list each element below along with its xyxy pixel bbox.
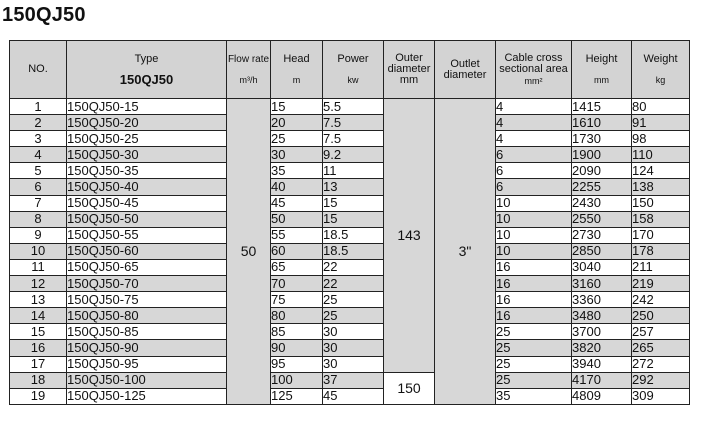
- cell-cable: 10: [496, 195, 572, 211]
- cell-type: 150QJ50-55: [67, 227, 227, 243]
- cell-type: 150QJ50-40: [67, 179, 227, 195]
- cell-weight: 80: [632, 99, 690, 115]
- cell-height: 1610: [572, 115, 632, 131]
- cell-cable: 6: [496, 147, 572, 163]
- cell-no: 19: [10, 388, 67, 404]
- header-power: [323, 41, 384, 99]
- cell-head: 90: [271, 340, 323, 356]
- cell-power: 15: [323, 195, 384, 211]
- cell-head: 95: [271, 356, 323, 372]
- page-title: 150QJ50: [2, 4, 86, 26]
- header-outlet-l1: Outlet: [450, 57, 480, 70]
- cell-cable: 25: [496, 340, 572, 356]
- cell-cable: 4: [496, 115, 572, 131]
- cell-weight: 138: [632, 179, 690, 195]
- cell-weight: 170: [632, 227, 690, 243]
- cell-weight: 257: [632, 324, 690, 340]
- cell-weight: 178: [632, 243, 690, 259]
- cell-no: 10: [10, 243, 67, 259]
- cell-height: 4809: [572, 388, 632, 404]
- header-outer-unit: mm: [399, 74, 419, 86]
- cell-flow-rate: 50: [227, 99, 271, 405]
- cell-height: 2255: [572, 179, 632, 195]
- cell-weight: 124: [632, 163, 690, 179]
- table-row: [10, 163, 690, 179]
- cell-type: 150QJ50-30: [67, 147, 227, 163]
- cell-type: 150QJ50-80: [67, 308, 227, 324]
- cell-weight: 292: [632, 372, 690, 388]
- cell-power: 15: [323, 211, 384, 227]
- cell-height: 1415: [572, 99, 632, 115]
- header-type-model: 150QJ50: [119, 72, 174, 87]
- cell-power: 18.5: [323, 243, 384, 259]
- cell-power: 37: [323, 372, 384, 388]
- header-weight-label: Weight: [643, 52, 678, 65]
- table-body: [10, 99, 690, 405]
- cell-type: 150QJ50-70: [67, 276, 227, 292]
- cell-power: 18.5: [323, 227, 384, 243]
- table-row: [10, 147, 690, 163]
- table-row: [10, 356, 690, 372]
- cell-no: 3: [10, 131, 67, 147]
- header-height-label: Height: [585, 52, 618, 65]
- cell-power: 7.5: [323, 115, 384, 131]
- cell-cable: 16: [496, 259, 572, 275]
- header-flow-unit: m³/h: [239, 74, 258, 85]
- cell-head: 100: [271, 372, 323, 388]
- cell-cable: 4: [496, 99, 572, 115]
- header-cable-l2: sectional area: [499, 62, 568, 75]
- header-flow-label: Flow rate: [227, 53, 270, 65]
- cell-outlet-diameter: 3": [435, 99, 496, 405]
- cell-cable: 6: [496, 179, 572, 195]
- cell-cable: 25: [496, 324, 572, 340]
- cell-head: 40: [271, 179, 323, 195]
- cell-height: 3480: [572, 308, 632, 324]
- cell-outer-diameter: 150: [384, 372, 435, 404]
- cell-type: 150QJ50-85: [67, 324, 227, 340]
- cell-head: 70: [271, 276, 323, 292]
- cell-power: 22: [323, 276, 384, 292]
- cell-weight: 150: [632, 195, 690, 211]
- table-row: [10, 308, 690, 324]
- cell-no: 15: [10, 324, 67, 340]
- cell-power: 7.5: [323, 131, 384, 147]
- cell-height: 3040: [572, 259, 632, 275]
- cell-weight: 98: [632, 131, 690, 147]
- header-cable-area: [496, 41, 572, 99]
- cell-type: 150QJ50-65: [67, 259, 227, 275]
- header-cable-l1: Cable cross: [504, 51, 563, 64]
- cell-no: 6: [10, 179, 67, 195]
- header-head-unit: m: [292, 74, 301, 85]
- header-outer-l1: Outer: [395, 52, 423, 64]
- header-outlet-l2: diameter: [443, 68, 487, 81]
- cell-no: 11: [10, 259, 67, 275]
- cell-weight: 91: [632, 115, 690, 131]
- cell-cable: 4: [496, 131, 572, 147]
- cell-no: 16: [10, 340, 67, 356]
- cell-height: 3700: [572, 324, 632, 340]
- table-row: [10, 131, 690, 147]
- spec-table: [9, 40, 690, 405]
- table-row: [10, 211, 690, 227]
- cell-weight: 211: [632, 259, 690, 275]
- cell-head: 20: [271, 115, 323, 131]
- cell-weight: 110: [632, 147, 690, 163]
- cell-height: 3940: [572, 356, 632, 372]
- cell-cable: 25: [496, 356, 572, 372]
- cell-head: 35: [271, 163, 323, 179]
- cell-height: 3820: [572, 340, 632, 356]
- cell-power: 25: [323, 292, 384, 308]
- cell-height: 2090: [572, 163, 632, 179]
- header-no: NO.: [10, 41, 67, 99]
- cell-weight: 265: [632, 340, 690, 356]
- header-row: [10, 41, 690, 99]
- cell-height: 3160: [572, 276, 632, 292]
- cell-cable: 10: [496, 227, 572, 243]
- header-power-label: Power: [337, 52, 369, 65]
- cell-power: 13: [323, 179, 384, 195]
- cell-no: 1: [10, 99, 67, 115]
- table-row: [10, 179, 690, 195]
- cell-weight: 219: [632, 276, 690, 292]
- header-height: [572, 41, 632, 99]
- cell-weight: 309: [632, 388, 690, 404]
- cell-no: 7: [10, 195, 67, 211]
- table-row: [10, 372, 690, 388]
- header-head: [271, 41, 323, 99]
- cell-cable: 16: [496, 276, 572, 292]
- cell-type: 150QJ50-35: [67, 163, 227, 179]
- table-row: [10, 292, 690, 308]
- header-weight: [632, 41, 690, 99]
- table-row: [10, 99, 690, 115]
- cell-power: 30: [323, 340, 384, 356]
- cell-cable: 35: [496, 388, 572, 404]
- cell-no: 5: [10, 163, 67, 179]
- cell-type: 150QJ50-15: [67, 99, 227, 115]
- cell-no: 8: [10, 211, 67, 227]
- table-row: [10, 227, 690, 243]
- cell-cable: 16: [496, 308, 572, 324]
- table-row: [10, 259, 690, 275]
- cell-height: 1900: [572, 147, 632, 163]
- cell-power: 11: [323, 163, 384, 179]
- cell-weight: 250: [632, 308, 690, 324]
- cell-no: 17: [10, 356, 67, 372]
- cell-type: 150QJ50-125: [67, 388, 227, 404]
- cell-power: 25: [323, 308, 384, 324]
- cell-height: 2730: [572, 227, 632, 243]
- table-row: [10, 324, 690, 340]
- cell-type: 150QJ50-90: [67, 340, 227, 356]
- cell-height: 1730: [572, 131, 632, 147]
- header-type: [67, 41, 227, 99]
- cell-head: 15: [271, 99, 323, 115]
- table-row: [10, 243, 690, 259]
- cell-no: 13: [10, 292, 67, 308]
- cell-head: 125: [271, 388, 323, 404]
- cell-head: 45: [271, 195, 323, 211]
- cell-no: 9: [10, 227, 67, 243]
- table-row: [10, 388, 690, 404]
- cell-cable: 10: [496, 243, 572, 259]
- cell-height: 2430: [572, 195, 632, 211]
- cell-no: 18: [10, 372, 67, 388]
- cell-head: 60: [271, 243, 323, 259]
- cell-outer-diameter: 143: [384, 99, 435, 373]
- cell-height: 2550: [572, 211, 632, 227]
- table-row: [10, 340, 690, 356]
- header-weight-unit: kg: [655, 74, 666, 85]
- cell-head: 80: [271, 308, 323, 324]
- header-outer-diameter: [384, 41, 435, 99]
- cell-power: 9.2: [323, 147, 384, 163]
- cell-cable: 6: [496, 163, 572, 179]
- cell-no: 2: [10, 115, 67, 131]
- header-height-unit: mm: [594, 74, 609, 85]
- cell-type: 150QJ50-20: [67, 115, 227, 131]
- cell-head: 55: [271, 227, 323, 243]
- header-flow-rate: [227, 41, 271, 99]
- cell-power: 30: [323, 356, 384, 372]
- cell-no: 14: [10, 308, 67, 324]
- header-head-label: Head: [283, 52, 310, 65]
- cell-weight: 272: [632, 356, 690, 372]
- cell-type: 150QJ50-100: [67, 372, 227, 388]
- cell-type: 150QJ50-75: [67, 292, 227, 308]
- cell-cable: 16: [496, 292, 572, 308]
- cell-head: 30: [271, 147, 323, 163]
- cell-power: 30: [323, 324, 384, 340]
- cell-height: 4170: [572, 372, 632, 388]
- cell-height: 2850: [572, 243, 632, 259]
- cell-power: 45: [323, 388, 384, 404]
- cell-head: 75: [271, 292, 323, 308]
- cell-head: 65: [271, 259, 323, 275]
- header-outer-l2: diameter: [387, 63, 431, 75]
- header-type-label: Type: [134, 53, 159, 65]
- cell-type: 150QJ50-25: [67, 131, 227, 147]
- cell-weight: 242: [632, 292, 690, 308]
- cell-weight: 158: [632, 211, 690, 227]
- header-power-unit: kw: [347, 74, 359, 85]
- cell-type: 150QJ50-60: [67, 243, 227, 259]
- cell-cable: 10: [496, 211, 572, 227]
- cell-cable: 25: [496, 372, 572, 388]
- cell-head: 85: [271, 324, 323, 340]
- cell-height: 3360: [572, 292, 632, 308]
- table-row: [10, 195, 690, 211]
- table-row: [10, 276, 690, 292]
- cell-power: 22: [323, 259, 384, 275]
- header-cable-unit: mm²: [524, 75, 543, 86]
- cell-power: 5.5: [323, 99, 384, 115]
- cell-type: 150QJ50-50: [67, 211, 227, 227]
- cell-no: 12: [10, 276, 67, 292]
- header-outlet-diameter: [435, 41, 496, 99]
- table-row: [10, 115, 690, 131]
- cell-head: 25: [271, 131, 323, 147]
- cell-head: 50: [271, 211, 323, 227]
- cell-no: 4: [10, 147, 67, 163]
- cell-type: 150QJ50-95: [67, 356, 227, 372]
- cell-type: 150QJ50-45: [67, 195, 227, 211]
